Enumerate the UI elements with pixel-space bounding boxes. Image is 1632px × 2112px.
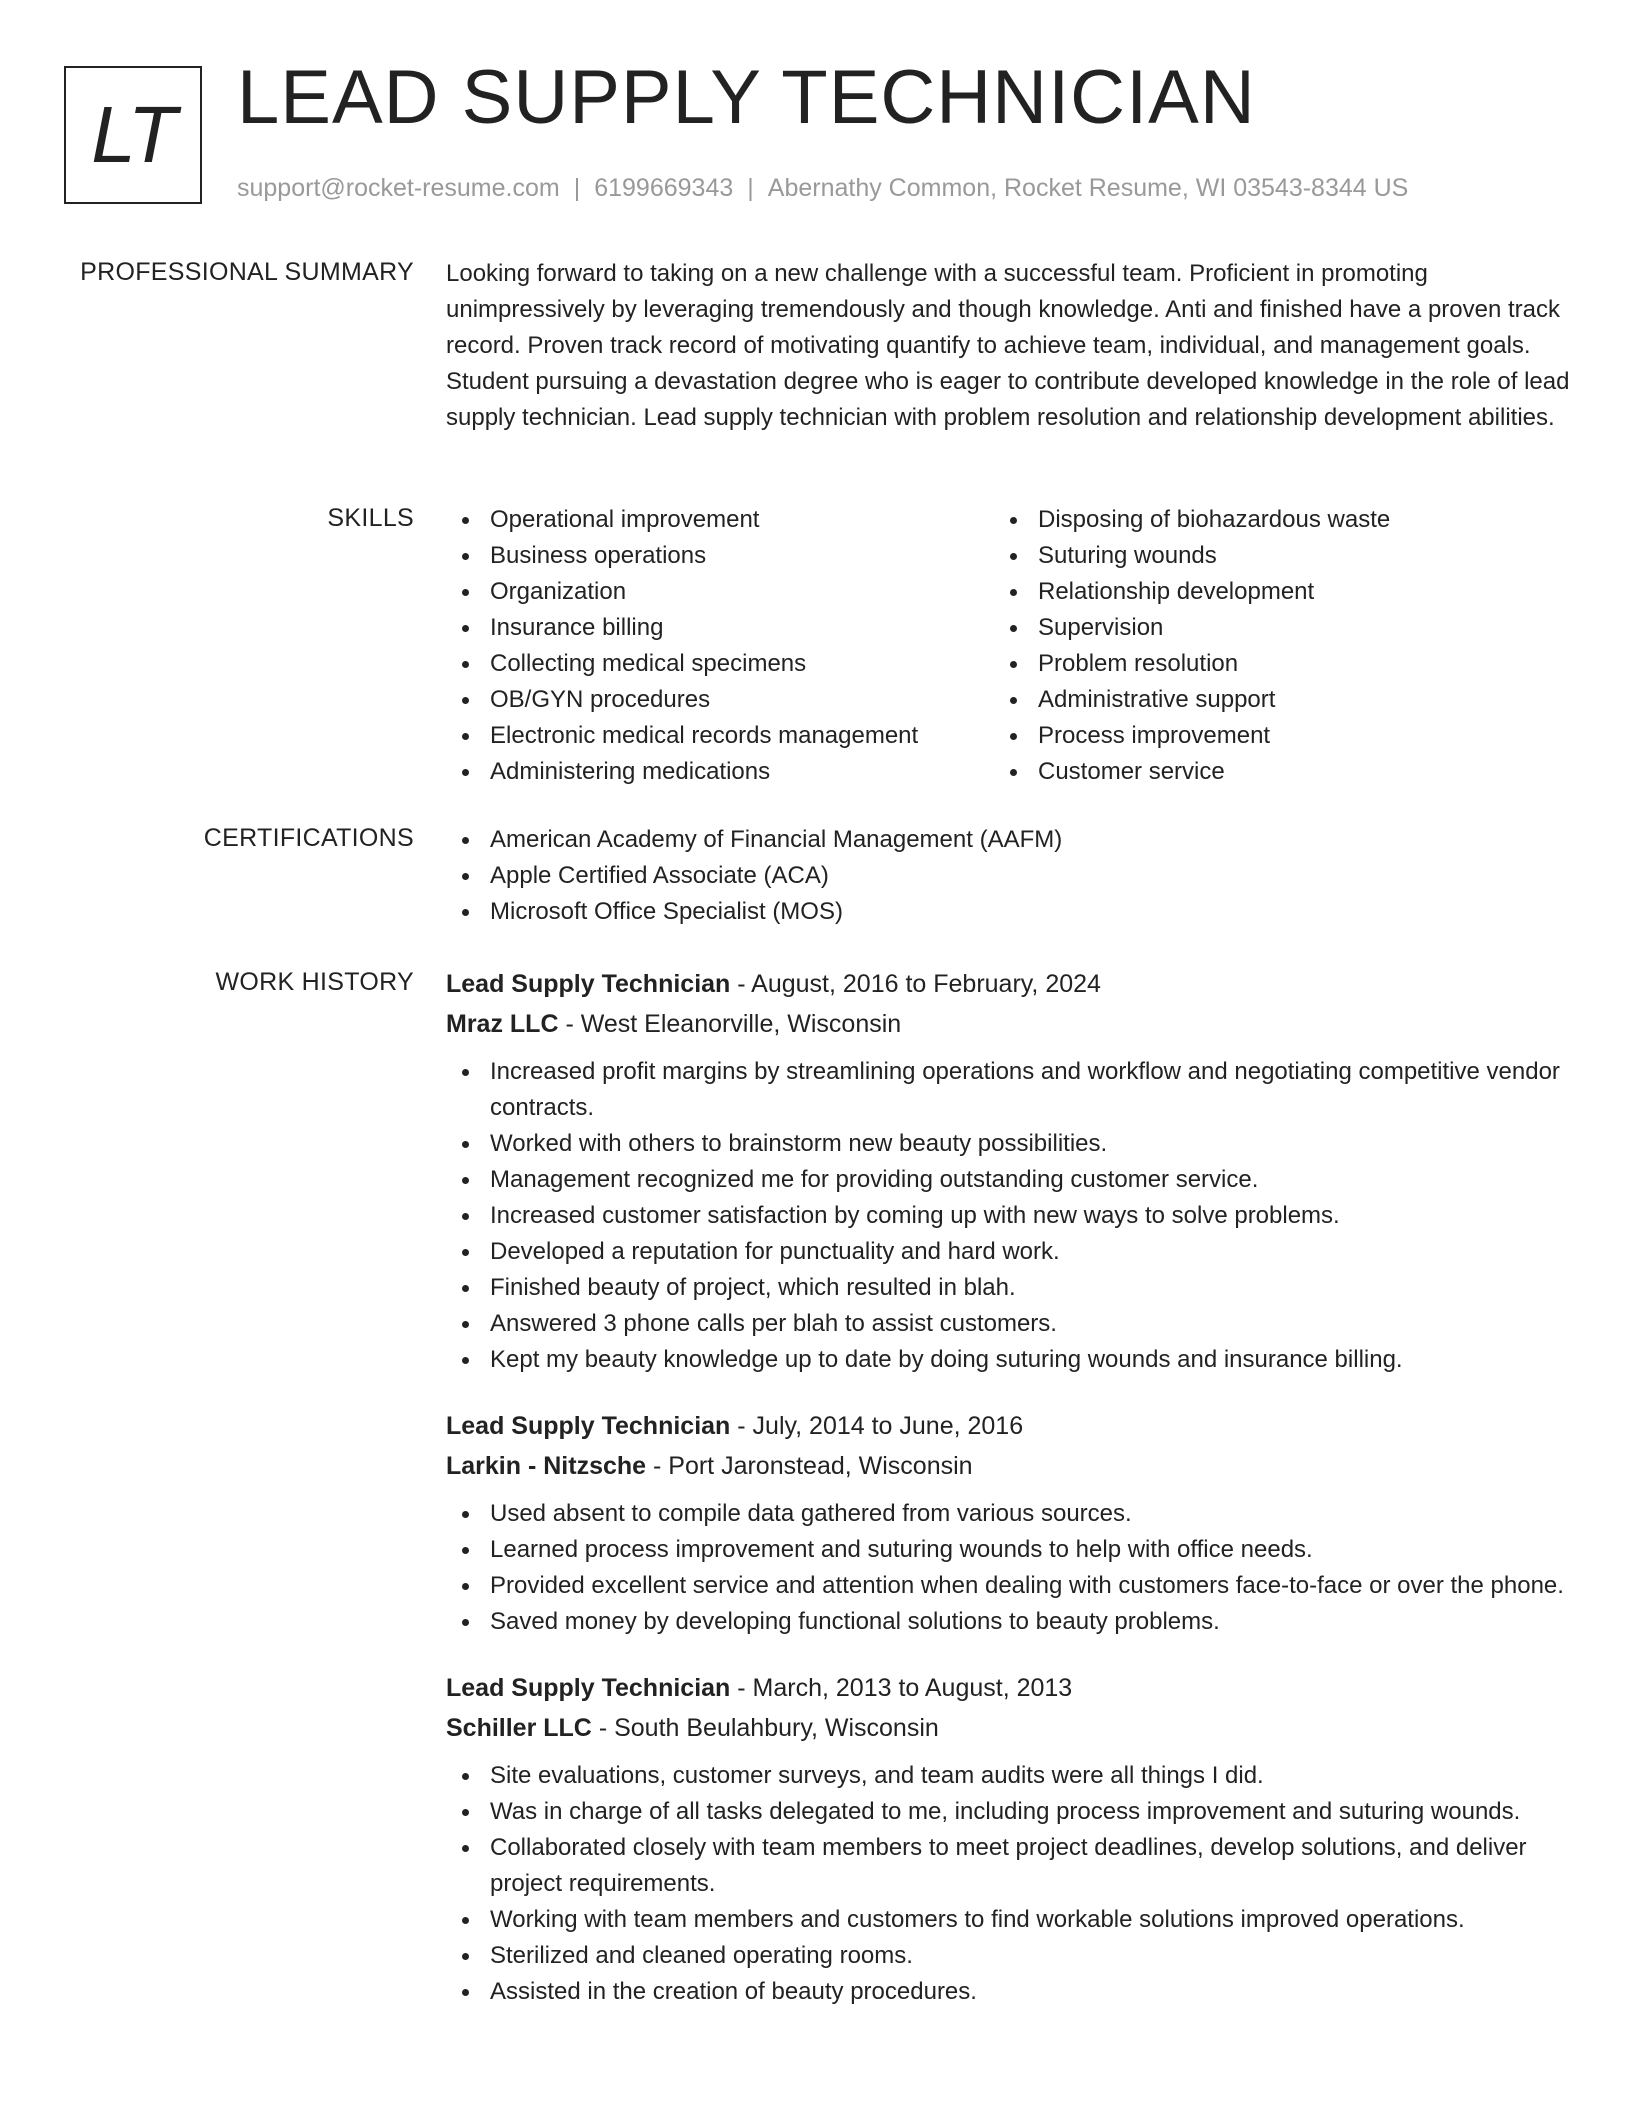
job-company-line	[446, 1446, 1576, 1486]
candidate-name: LEAD SUPPLY TECHNICIAN	[237, 55, 1256, 140]
job-duty: Used absent to compile data gathered from various sources.	[446, 1496, 1576, 1532]
job-duty: Was in charge of all tasks delegated to me, including process improvement and suturing wounds.	[446, 1794, 1576, 1830]
monogram-logo: LT	[64, 66, 202, 204]
job-title: Lead Supply Technician	[446, 1412, 731, 1440]
job-duty: Management recognized me for providing outstanding customer service.	[446, 1162, 1576, 1198]
certifications-list	[446, 822, 1576, 930]
job-title-line	[446, 1668, 1576, 1708]
job-title: Lead Supply Technician	[446, 970, 731, 998]
certification-item: American Academy of Financial Management (AAFM)	[446, 822, 1576, 858]
job-duty: Learned process improvement and suturing wounds to help with office needs.	[446, 1532, 1576, 1568]
job-company: Larkin - Nitzsche	[446, 1452, 647, 1480]
skills-body	[446, 502, 1576, 790]
skill-item: Administrative support	[994, 682, 1542, 718]
job-title-line	[446, 1406, 1576, 1446]
skill-item: Insurance billing	[446, 610, 994, 646]
skill-item: Supervision	[994, 610, 1542, 646]
skill-item: Customer service	[994, 754, 1542, 790]
job-duty: Increased profit margins by streamlining operations and workflow and negotiating competitive vendor contracts.	[446, 1054, 1576, 1126]
job-duty: Saved money by developing functional solutions to beauty problems.	[446, 1604, 1576, 1640]
job-company-line	[446, 1004, 1576, 1044]
skill-item: Process improvement	[994, 718, 1542, 754]
skill-item: Suturing wounds	[994, 538, 1542, 574]
job-duty: Collaborated closely with team members to meet project deadlines, develop solutions, and deliver project requirements.	[446, 1830, 1576, 1902]
skill-item: Organization	[446, 574, 994, 610]
contact-line	[237, 174, 1408, 203]
certification-item: Apple Certified Associate (ACA)	[446, 858, 1576, 894]
skill-item: Relationship development	[994, 574, 1542, 610]
job-entry	[446, 1668, 1576, 2010]
job-duties	[446, 1496, 1576, 1640]
job-company: Mraz LLC	[446, 1010, 559, 1038]
work-history-heading: WORK HISTORY	[215, 968, 414, 996]
job-duty: Worked with others to brainstorm new beauty possibilities.	[446, 1126, 1576, 1162]
job-duty: Working with team members and customers to find workable solutions improved operations.	[446, 1902, 1576, 1938]
job-location: - West Eleanorville, Wisconsin	[558, 1010, 902, 1038]
job-location: - South Beulahbury, Wisconsin	[591, 1714, 939, 1742]
work-history-body	[446, 964, 1576, 2010]
skill-item: Disposing of biohazardous waste	[994, 502, 1542, 538]
skill-item: Business operations	[446, 538, 994, 574]
job-company: Schiller LLC	[446, 1714, 592, 1742]
skill-item: Electronic medical records management	[446, 718, 994, 754]
job-duty: Assisted in the creation of beauty procedures.	[446, 1974, 1576, 2010]
certification-item: Microsoft Office Specialist (MOS)	[446, 894, 1576, 930]
contact-address: Abernathy Common, Rocket Resume, WI 03543-8344 US	[767, 174, 1409, 202]
job-duty: Finished beauty of project, which resulted in blah.	[446, 1270, 1576, 1306]
certifications-body	[446, 822, 1576, 930]
job-duty: Developed a reputation for punctuality and hard work.	[446, 1234, 1576, 1270]
contact-separator: |	[573, 174, 581, 202]
skill-item: OB/GYN procedures	[446, 682, 994, 718]
job-duties	[446, 1054, 1576, 1378]
skills-list-right	[994, 502, 1542, 790]
job-dates: - March, 2013 to August, 2013	[730, 1674, 1073, 1702]
summary-text: Looking forward to taking on a new challenge with a successful team. Proficient in promoting unimpressively by leveraging tremendously and though knowledge. Anti and finished have a proven track record. Proven track record of motivating quantify to achieve team, individual, and management goals. Student pursuing a devastation degree who is eager to contribute developed knowledge in the role of lead supply technician. Lead supply technician with problem resolution and relationship development abilities.	[446, 260, 1570, 431]
job-entry	[446, 1406, 1576, 1640]
job-duty: Answered 3 phone calls per blah to assist customers.	[446, 1306, 1576, 1342]
contact-phone[interactable]: 6199669343	[594, 174, 734, 202]
certifications-heading: CERTIFICATIONS	[203, 824, 414, 852]
job-dates: - July, 2014 to June, 2016	[730, 1412, 1024, 1440]
contact-separator: |	[747, 174, 754, 202]
job-duties	[446, 1758, 1576, 2010]
skills-heading: SKILLS	[327, 504, 414, 532]
job-duty: Sterilized and cleaned operating rooms.	[446, 1938, 1576, 1974]
job-location: - Port Jaronstead, Wisconsin	[646, 1452, 973, 1480]
job-duty: Kept my beauty knowledge up to date by doing suturing wounds and insurance billing.	[446, 1342, 1576, 1378]
job-duty: Site evaluations, customer surveys, and team audits were all things I did.	[446, 1758, 1576, 1794]
job-title-line	[446, 964, 1576, 1004]
job-dates: - August, 2016 to February, 2024	[730, 970, 1101, 998]
job-title: Lead Supply Technician	[446, 1674, 731, 1702]
job-entry	[446, 964, 1576, 1378]
job-duty: Provided excellent service and attention when dealing with customers face-to-face or over the phone.	[446, 1568, 1576, 1604]
skill-item: Problem resolution	[994, 646, 1542, 682]
contact-email[interactable]: support@rocket-resume.com	[237, 174, 560, 202]
job-duty: Increased customer satisfaction by coming up with new ways to solve problems.	[446, 1198, 1576, 1234]
summary-heading: PROFESSIONAL SUMMARY	[80, 258, 414, 286]
skill-item: Administering medications	[446, 754, 994, 790]
skill-item: Collecting medical specimens	[446, 646, 994, 682]
skill-item: Operational improvement	[446, 502, 994, 538]
skills-list-left	[446, 502, 994, 790]
job-company-line	[446, 1708, 1576, 1748]
